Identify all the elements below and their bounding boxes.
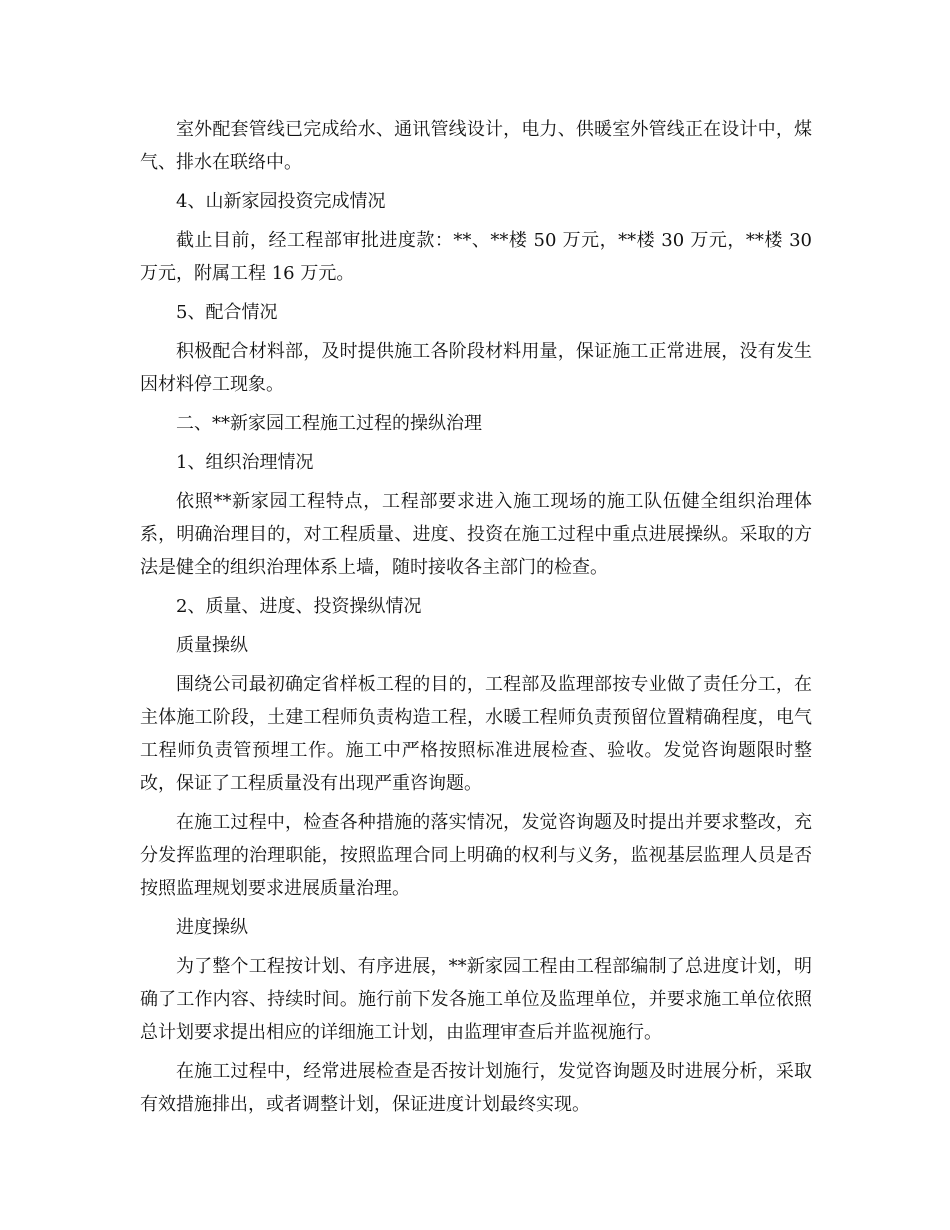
paragraph-progress-control-2: 在施工过程中，经常进展检查是否按计划施行，发觉咨询题及时进展分析，采取有效措施排出，或者调整计划，保证进度计划最终实现。 [140, 1061, 812, 1115]
paragraph-organization-details: 依照**新家园工程特点，工程部要求进入施工现场的施工队伍健全组织治理体系，明确治理目的，对工程质量、进度、投资在施工过程中重点进展操纵。采取的方法是健全的组织治理体系上墙，随时接收各主部门的检查。 [140, 491, 812, 578]
paragraph-investment-details: 截止目前，经工程部审批进度款：**、**楼 50 万元，**楼 30 万元，**楼 30 万元，附属工程 16 万元。 [140, 230, 812, 284]
heading-quality-progress-investment: 2、质量、进度、投资操纵情况 [176, 596, 422, 617]
heading-investment-status: 4、山新家园投资完成情况 [176, 191, 386, 212]
paragraph-progress-control-1: 为了整个工程按计划、有序进展，**新家园工程由工程部编制了总进度计划，明确了工作内容、持续时间。施行前下发各施工单位及监理单位，并要求施工单位依照总计划要求提出相应的详细施工计划，由监理审查后并监视施行。 [140, 956, 812, 1043]
heading-quality-control: 质量操纵 [176, 635, 248, 656]
paragraph-outdoor-pipelines: 室外配套管线已完成给水、通讯管线设计，电力、供暖室外管线正在设计中，煤气、排水在联络中。 [140, 119, 812, 173]
paragraph-quality-control-1: 围绕公司最初确定省样板工程的目的，工程部及监理部按专业做了责任分工，在主体施工阶段，土建工程师负责构造工程，水暖工程师负责预留位置精确程度，电气工程师负责管预埋工作。施工中严格按照标准进展检查、验收。发觉咨询题限时整改，保证了工程质量没有出现严重咨询题。 [140, 674, 812, 794]
document-body [140, 113, 812, 1127]
paragraph-cooperation-details: 积极配合材料部，及时提供施工各阶段材料用量，保证施工正常进展，没有发生因材料停工现象。 [140, 341, 812, 395]
heading-section-two: 二、**新家园工程施工过程的操纵治理 [176, 413, 482, 434]
heading-cooperation: 5、配合情况 [176, 302, 278, 323]
paragraph-quality-control-2: 在施工过程中，检查各种措施的落实情况，发觉咨询题及时提出并要求整改，充分发挥监理的治理职能，按照监理合同上明确的权利与义务，监视基层监理人员是否按照监理规划要求进展质量治理。 [140, 812, 812, 899]
heading-organization: 1、组织治理情况 [176, 452, 314, 473]
heading-progress-control: 进度操纵 [176, 917, 248, 938]
